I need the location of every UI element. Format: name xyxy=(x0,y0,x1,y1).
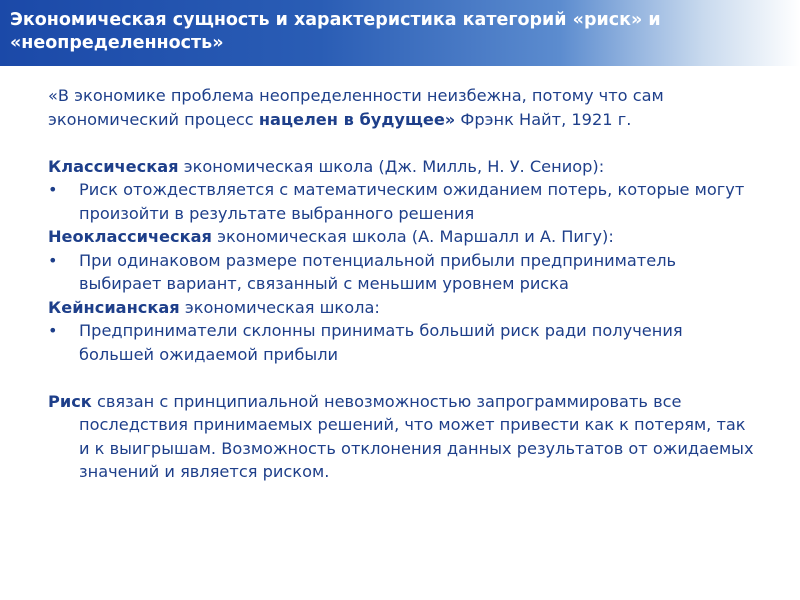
school-description: экономическая школа: xyxy=(179,297,380,317)
bullet-marker: • xyxy=(48,180,58,199)
bullet-marker: • xyxy=(48,250,58,270)
slide-title-line-1: Экономическая сущность и характеристика категорий «риск» и xyxy=(10,10,661,30)
bullet-marker: • xyxy=(48,321,58,340)
bullet-text: Предприниматели склонны принимать больший риск ради получения большей ожидаемой прибыли xyxy=(79,321,683,364)
school-name: Неоклассическая xyxy=(48,227,212,246)
school-description: экономическая школа (Дж. Милль, Н. У. Сениор): xyxy=(178,156,605,176)
quote-line-2 xyxy=(48,108,758,132)
slide-title-line-2: «неопределенность» xyxy=(10,33,224,53)
spacer xyxy=(48,131,758,155)
spacer xyxy=(48,366,758,390)
quote-line-1: «В экономике проблема неопределенности неизбежна, потому что сам xyxy=(48,86,664,105)
risk-term: Риск xyxy=(48,391,92,411)
school-description: экономическая школа (А. Маршалл и А. Пигу): xyxy=(211,227,614,246)
title-bar xyxy=(0,0,800,66)
quote-text: экономический процесс xyxy=(48,109,259,129)
bullet-item-neoclassical xyxy=(48,249,758,296)
school-heading-classical xyxy=(48,155,758,179)
school-name: Классическая xyxy=(48,156,179,176)
slide-content xyxy=(48,84,758,484)
risk-text: связан с принципиальной невозможностью запрограммировать все последствия принимаемых решений, что может привести как к потерям, так и к выигрышам. Возможность отклонения данных результатов от ожидаемых значений и является риском. xyxy=(79,391,754,481)
quote-emphasis: нацелен в будущее» xyxy=(258,109,456,129)
school-heading-neoclassical xyxy=(48,225,758,249)
risk-definition xyxy=(48,390,758,484)
quote-attribution: Фрэнк Найт, 1921 г. xyxy=(455,109,632,129)
bullet-text: Риск отождествляется с математическим ожиданием потерь, которые могут произойти в результате выбранного решения xyxy=(79,180,745,223)
school-heading-keynesian xyxy=(48,296,758,320)
school-name: Кейнсианская xyxy=(48,297,180,317)
bullet-item-keynesian xyxy=(48,319,758,366)
slide-title xyxy=(10,9,710,55)
bullet-text: При одинаковом размере потенциальной прибыли предприниматель выбирает вариант, связанный с меньшим уровнем риска xyxy=(79,250,677,293)
bullet-item-classical xyxy=(48,178,758,225)
